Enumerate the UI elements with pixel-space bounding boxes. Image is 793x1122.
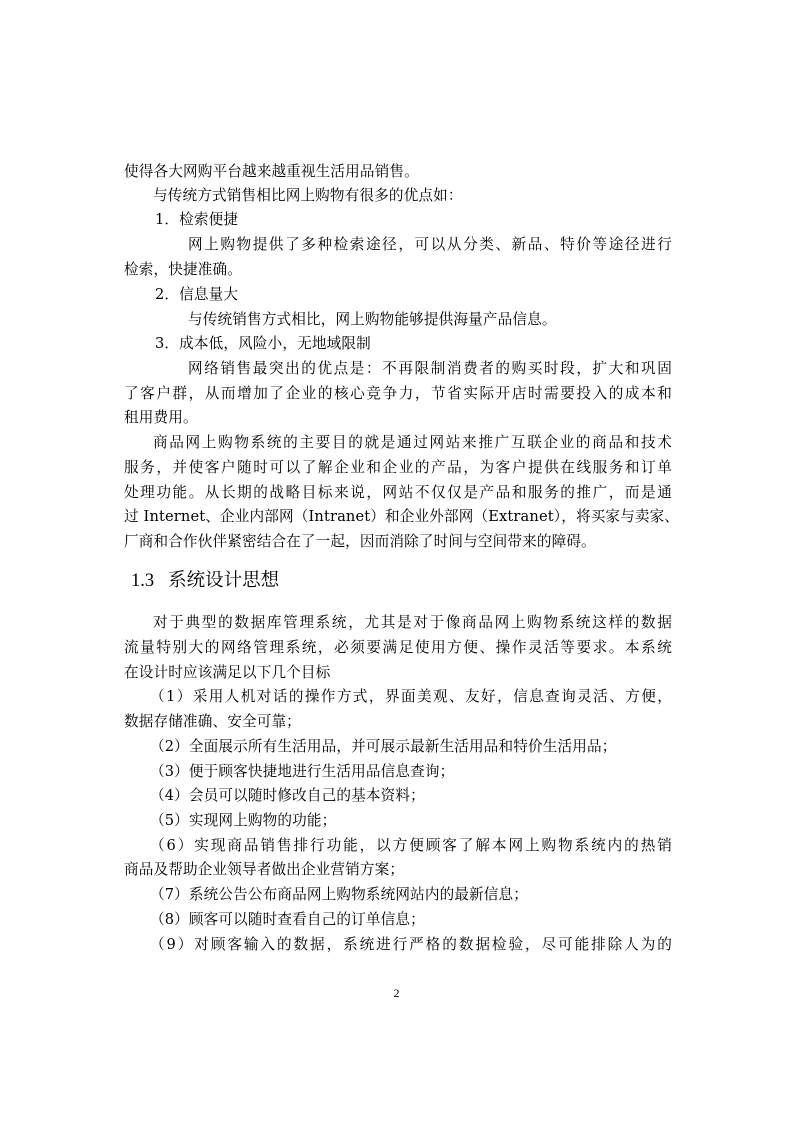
section-title: 系统设计思想: [168, 570, 280, 591]
paragraph-line: 服务，并使客户随时可以了解企业和企业的产品，为客户提供在线服务和订单: [124, 459, 672, 476]
list-item: 数据存储准确、安全可靠；: [124, 713, 301, 730]
paragraph-line: 在设计时应该满足以下几个目标: [124, 664, 331, 681]
list-item: （3）便于顾客快捷地进行生活用品信息查询；: [150, 763, 455, 780]
list-item-heading: 1．检索便捷: [155, 211, 239, 228]
paragraph-line: 过 Internet、企业内部网（Intranet）和企业外部网（Extranet），将买家与卖家、: [124, 508, 680, 525]
paragraph-line: 与传统销售方式相比，网上购物能够提供海量产品信息。: [188, 311, 557, 328]
paragraph-line: 网上购物提供了多种检索途径，可以从分类、新品、特价等途径进行: [188, 236, 672, 253]
list-item: （9）对顾客输入的数据，系统进行严格的数据检验，尽可能排除人为的: [150, 936, 672, 953]
list-item: （5）实现网上购物的功能；: [150, 812, 337, 829]
list-item: （8）顾客可以随时查看自己的订单信息；: [150, 911, 425, 928]
list-item: （4）会员可以随时修改自己的基本资料；: [150, 787, 425, 804]
list-item: （6）实现商品销售排行功能，以方便顾客了解本网上购物系统内的热销: [150, 837, 672, 854]
list-item: （1）采用人机对话的操作方式，界面美观、友好，信息查询灵活、方便，: [150, 688, 672, 705]
list-item: （2）全面展示所有生活用品，并可展示最新生活用品和特价生活用品；: [150, 738, 617, 755]
list-item-heading: 2．信息量大: [155, 286, 239, 303]
paragraph-line: 租用费用。: [124, 409, 198, 426]
paragraph-line: 处理功能。从长期的战略目标来说，网站不仅仅是产品和服务的推广，而是通: [124, 484, 672, 501]
paragraph-line: 流量特别大的网络管理系统，必须要满足使用方便、操作灵活等要求。本系统: [124, 639, 672, 656]
paragraph-line: 使得各大网购平台越来越重视生活用品销售。: [124, 163, 419, 180]
paragraph-line: 检索，快捷准确。: [124, 261, 242, 278]
paragraph-line: 商品网上购物系统的主要目的就是通过网站来推广互联企业的商品和技术: [153, 434, 672, 451]
list-item-heading: 3．成本低，风险小，无地域限制: [155, 335, 371, 352]
paragraph-line: 厂商和合作伙伴紧密结合在了一起，因而消除了时间与空间带来的障碍。: [124, 533, 596, 550]
list-item: （7）系统公告公布商品网上购物系统网站内的最新信息；: [150, 886, 529, 903]
page-number: 2: [393, 986, 400, 1000]
list-item: 商品及帮助企业领导者做出企业营销方案；: [124, 861, 405, 878]
section-number: 1.3: [131, 571, 155, 591]
paragraph-line: 网络销售最突出的优点是：不再限制消费者的购买时段，扩大和巩固: [188, 360, 672, 377]
paragraph-line: 对于典型的数据库管理系统，尤其是对于像商品网上购物系统这样的数据: [153, 614, 672, 631]
paragraph-line: 与传统方式销售相比网上购物有很多的优点如：: [153, 187, 463, 204]
section-heading: [131, 566, 279, 596]
paragraph-line: 了客户群，从而增加了企业的核心竞争力，节省实际开店时需要投入的成本和: [124, 385, 672, 402]
